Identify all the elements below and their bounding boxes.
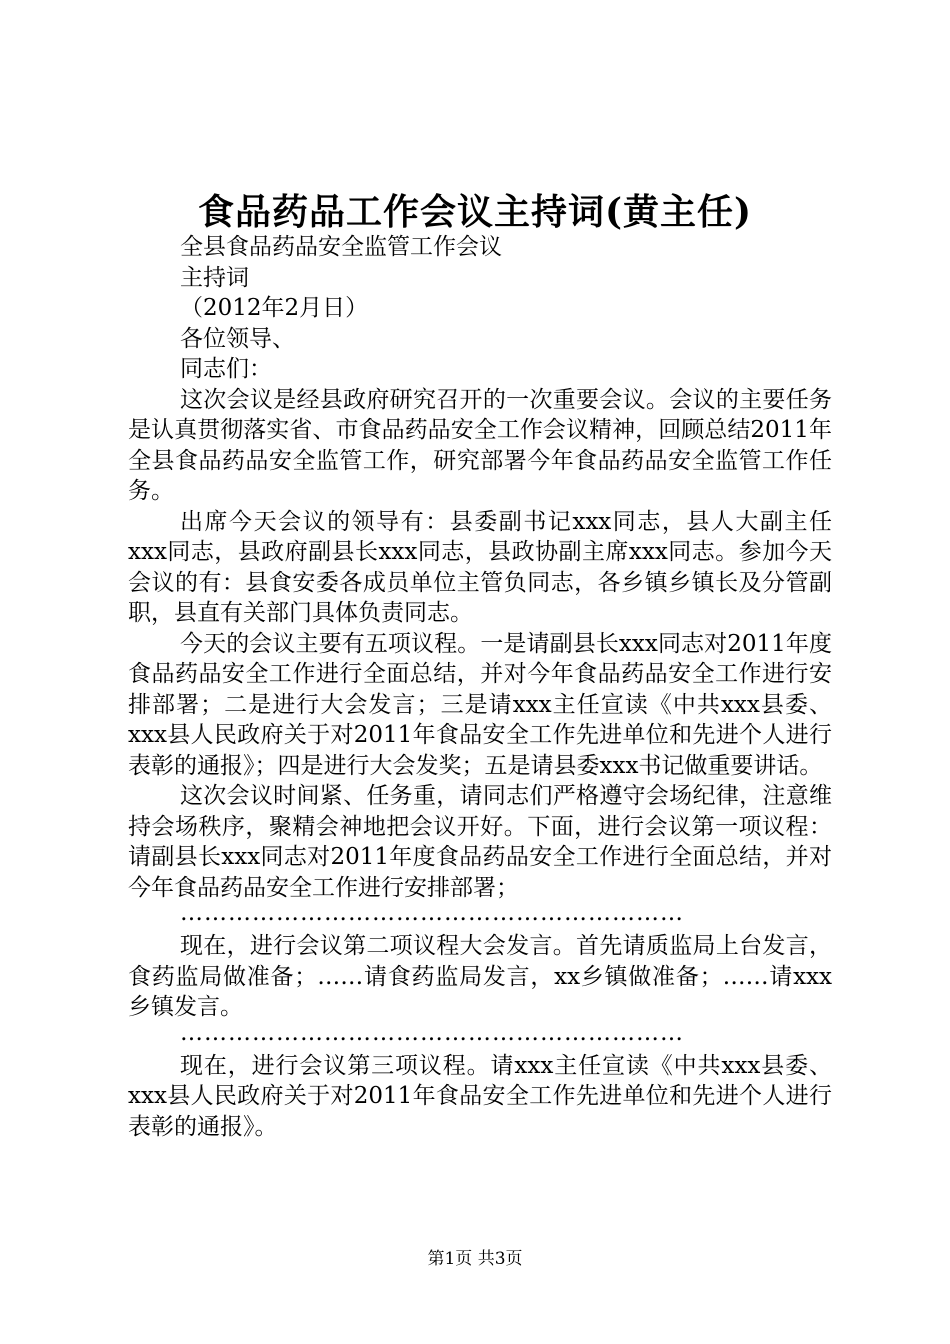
paragraph-second-item: 现在，进行会议第二项议程大会发言。首先请质监局上台发言，食药监局做准备；……请食药监局发言，xx乡镇做准备；……请xxx乡镇发言。: [128, 933, 832, 1020]
document-body: [128, 232, 832, 1142]
salutation-leaders: 各位领导、: [180, 325, 295, 352]
separator-dots: ………………………………………………………: [180, 903, 684, 926]
page-number: 第1页 共3页: [427, 1249, 523, 1269]
salutation-comrades: 同志们：: [180, 356, 272, 382]
paragraph-first-item: 这次会议时间紧、任务重，请同志们严格遵守会场纪律，注意维持会场秩序，聚精会神地把会议开好。下面，进行会议第一项议程：请副县长xxx同志对2011年度食品药品安全工作进行全面总结，并对今年食品药品安全工作进行安排部署；: [128, 783, 832, 901]
paragraph-attendees: 出席今天会议的领导有：县委副书记xxx同志，县人大副主任xxx同志，县政府副县长xxx同志，县政协副主席xxx同志。参加今天会议的有：县食安委各成员单位主管负同志，各乡镇乡镇长及分管副职，县直有关部门具体负责同志。: [128, 508, 832, 626]
document-title: 食品药品工作会议主持词(黄主任): [197, 191, 753, 233]
separator-dots: ………………………………………………………: [180, 1022, 684, 1046]
meeting-name: 全县食品药品安全监管工作会议: [180, 234, 502, 260]
paragraph-meeting-purpose: 这次会议是经县政府研究召开的一次重要会议。会议的主要任务是认真贯彻落实省、市食品药品安全工作会议精神，回顾总结2011年全县食品药品安全监管工作，研究部署今年食品药品安全监管工作任务。: [128, 386, 832, 504]
document-type: 主持词: [180, 264, 249, 291]
paragraph-third-item: 现在，进行会议第三项议程。请xxx主任宣读《中共xxx县委、xxx县人民政府关于对2011年食品安全工作先进单位和先进个人进行表彰的通报》。: [128, 1052, 832, 1140]
document-date: （2012年2月日）: [180, 295, 369, 321]
paragraph-agenda: 今天的会议主要有五项议程。一是请副县长xxx同志对2011年度食品药品安全工作进行全面总结，并对今年食品药品安全工作进行安排部署；二是进行大会发言；三是请xxx主任宣读《中共xxx县委、xxx县人民政府关于对2011年食品安全工作先进单位和先进个人进行表彰的通报》；四是进行大会发奖；五是请县委xxx书记做重要讲话。: [128, 630, 832, 779]
